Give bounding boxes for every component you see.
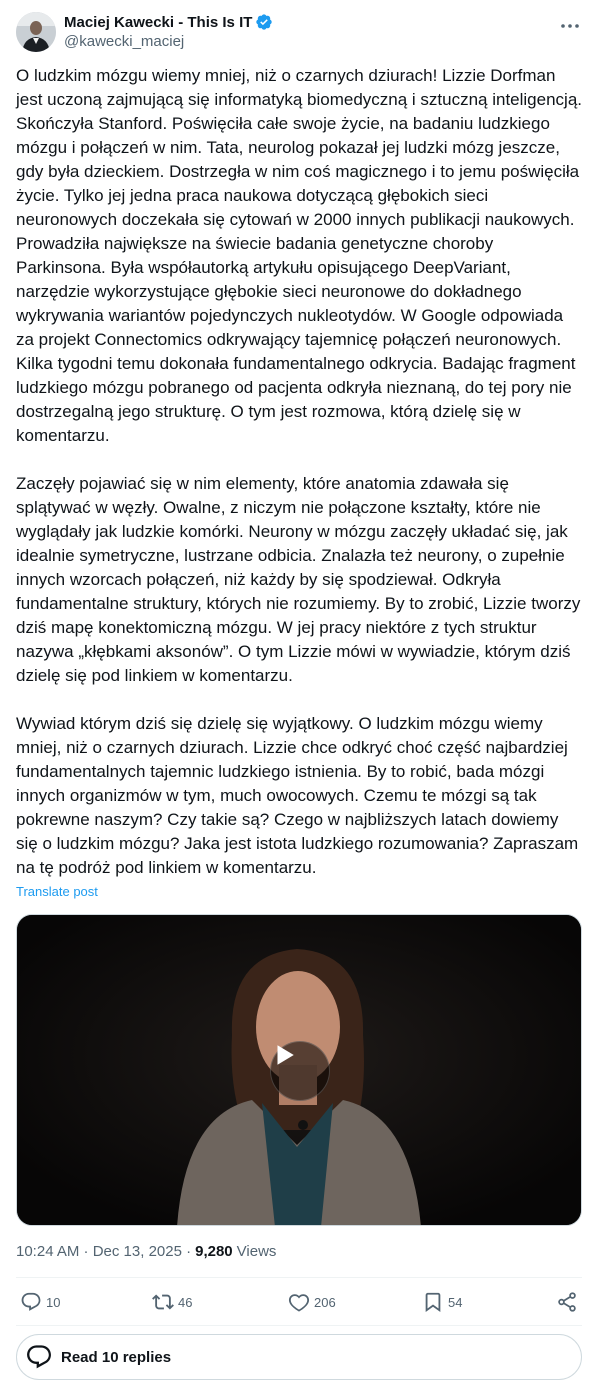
like-button[interactable] <box>288 1291 336 1313</box>
divider-bottom <box>16 1325 582 1326</box>
play-button[interactable] <box>270 1041 330 1101</box>
action-bar <box>16 1284 582 1320</box>
post-header <box>16 10 582 54</box>
heart-icon <box>288 1291 310 1313</box>
post-timestamp[interactable]: 10:24 AM · Dec 13, 2025 · <box>16 1243 192 1260</box>
repost-icon <box>152 1291 174 1313</box>
read-replies-button[interactable] <box>16 1334 582 1380</box>
views-count: 9,280 <box>195 1243 233 1260</box>
play-icon <box>271 1042 297 1068</box>
repost-count: 46 <box>178 1294 193 1310</box>
share-button[interactable] <box>556 1291 578 1313</box>
more-options-icon[interactable] <box>558 14 582 38</box>
bookmark-icon <box>422 1291 444 1313</box>
bookmark-button[interactable] <box>422 1291 462 1313</box>
author-display-name[interactable]: Maciej Kawecki - This Is IT <box>64 13 253 31</box>
author-handle[interactable]: @kawecki_maciej <box>64 33 185 50</box>
post-text: O ludzkim mózgu wiemy mniej, niż o czarnych dziurach! Lizzie Dorfman jest uczoną zajmującą się informatyką biomedyczną i sztuczną inteligencją. Skończyła Stanford. Poświęciła całe swoje życie, na badaniu ludzkiego mózgu i połączeń w nim. Tata, neurolog pokazał jej ludzki mózg jeszcze, gdy była dzieckiem. Dostrzegła w nim coś magicznego i to jemu poświęciła życie. Tylko jej jedna praca naukowa dotyczącą głębokich sieci neuronowych doczekała się cytowań w 2000 innych publikacji naukowych. Prowadziła największe na świecie badania genetyczne choroby Parkinsona. Była współautorką artykułu opisującego DeepVariant, narzędzie wykorzystujące głębokie sieci neuronowe do dokładnego wykrywania wariantów pojedynczych nukleotydów. W Google odpowiada za projekt Connectomics odkrywający tajemnicę połączeń neuronowych. Kilka tygodni temu dokonała fundamentalnego odkrycia. Badając fragment ludzkiego mózgu pobranego od pacjenta odkryła nieznaną, do tej pory nie dostrzegalną jego strukturę. O tym jest rozmowa, którą dzielę się w komentarzu. Zaczęły pojawiać się w nim elementy, które anatomia zdawała się splątywać w węzły. Owalne, z niczym nie połączone kształty, które nie wyglądały jak ludzkie komórki. Neurony w mózgu zaczęły układać się, jak idealnie symetryczne, lustrzane odbicia. Znalazła też neurony, o zupełnie innych wzorcach połączeń, niż każdy by się spodziewał. Odkryła fundamentalne struktury, których nie rozumiemy. By to zrobić, Lizzie tworzy dziś mapę konektomiczną mózgu. W jej pracy niektóre z tych struktur nazywa „kłębkami aksonów”. O tym Lizzie mówi w wywiadzie, którym dziś dzielę się pod linkiem w komentarzu. Wywiad którym dziś się dzielę się wyjątkowy. O ludzkim mózgu wiemy mniej, niż o czarnych dziurach. Lizzie chce odkryć choć część najbardziej fundamentalnych tajemnic ludzkiego istnienia. By to robić, bada mózgi innych organizmów w tym, much owocowych. Czemu te mózgi są tak pokrewne naszym? Czy takie są? Czego w najbliższych latach dowiemy się o ludzkim mózgu? Jaka jest istota ludzkiego rozumowania? Zapraszam na tę podróż pod linkiem w komentarzu. <box>16 66 582 877</box>
share-icon <box>556 1291 578 1313</box>
conversation-icon <box>25 1343 53 1371</box>
verified-badge-icon[interactable] <box>255 13 273 31</box>
post-meta <box>16 1242 276 1262</box>
divider-top <box>16 1277 582 1278</box>
read-replies-label: Read 10 replies <box>61 1348 172 1366</box>
translate-post-link[interactable]: Translate post <box>16 884 98 899</box>
reply-button[interactable] <box>20 1291 60 1313</box>
reply-count: 10 <box>46 1294 61 1310</box>
repost-button[interactable] <box>152 1291 192 1313</box>
like-count: 206 <box>314 1294 336 1310</box>
views-label: Views <box>236 1243 277 1260</box>
author-avatar[interactable] <box>16 12 56 52</box>
video-player[interactable] <box>16 914 582 1226</box>
bookmark-count: 54 <box>448 1294 463 1310</box>
reply-icon <box>20 1291 42 1313</box>
avatar-image <box>16 12 56 52</box>
